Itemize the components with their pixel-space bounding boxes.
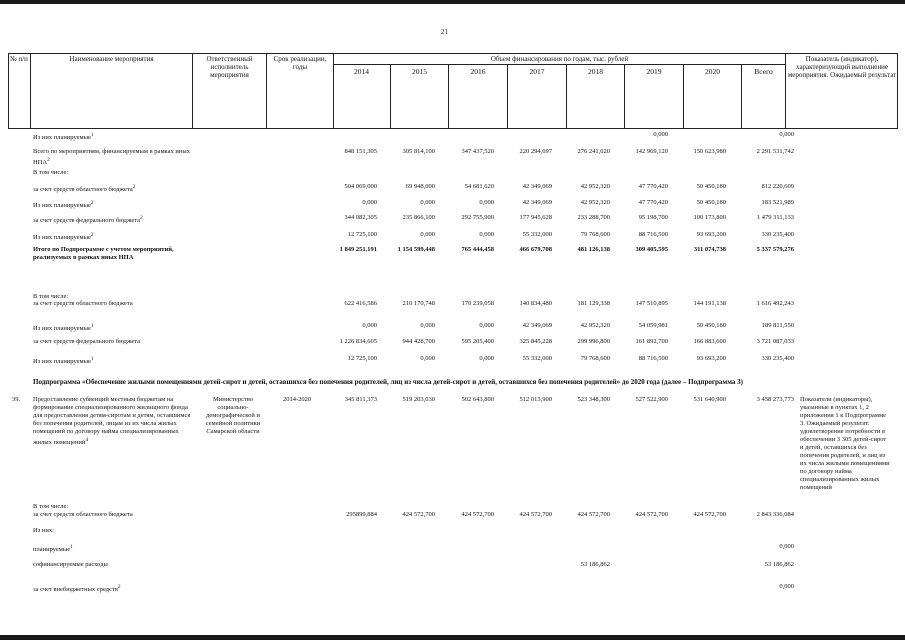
row-value: 142 969,120 bbox=[635, 148, 668, 155]
row-value: 3 721 087,033 bbox=[756, 338, 794, 345]
row-value: 177 945,628 bbox=[519, 214, 552, 221]
row-label: за счет средств областного бюджета bbox=[33, 300, 133, 307]
row-label: Из них планируемые$^1$ bbox=[33, 132, 94, 142]
row-value: 12 725,100 bbox=[347, 355, 377, 362]
row-value: 166 883,600 bbox=[693, 338, 726, 345]
row-value: 424 572,700 bbox=[519, 511, 552, 518]
row-value: 88 716,500 bbox=[638, 355, 668, 362]
row-value: 42 349,069 bbox=[522, 199, 552, 206]
header-year: 2014 bbox=[354, 67, 369, 76]
row-value: 299 996,800 bbox=[577, 338, 610, 345]
row-value: 161 892,700 bbox=[635, 338, 668, 345]
item-value: 3 458 273,773 bbox=[756, 396, 794, 403]
row-value: 69 948,000 bbox=[405, 183, 435, 190]
item-value: 502 643,800 bbox=[461, 396, 494, 403]
item-indicator: Показатели (индикаторы), указанные в пунктах 1, 2 приложения 1 к Подпрограмме 3. Ожидаемый результат: удовлетворение потребности в обеспечении 3 305 детей-сирот и детей, оставшихся без попечения родителей, и лиц из их числа жилыми помещениями по договору найма специализированных жилых помещений bbox=[800, 396, 890, 491]
row-value: 100 173,800 bbox=[693, 214, 726, 221]
row-value: 144 191,138 bbox=[693, 300, 726, 307]
row-value: 504 069,000 bbox=[344, 183, 377, 190]
header-year: 2019 bbox=[624, 64, 683, 129]
header-year: 2017 bbox=[507, 64, 566, 129]
item-name: Предоставление субвенций местным бюджетам на формирование специализированного жилищного фонда для предоставления детям-сиротам и детям, оставшимся без попечения родителей, лицам из их числа жилых помещений по договору найма специализированных жилых помещений$^4$ bbox=[33, 396, 191, 447]
row-value: 54 681,620 bbox=[464, 183, 494, 190]
item-value: 523 348,300 bbox=[577, 396, 610, 403]
row-value: 55 332,000 bbox=[522, 231, 552, 238]
row-value: 55 332,000 bbox=[522, 355, 552, 362]
header-year: Всего bbox=[741, 64, 785, 129]
row-value: 424 572,700 bbox=[635, 511, 668, 518]
row-label: Всего по мероприятиям, финансируемым в рамках иных НПА$^2$ bbox=[33, 148, 190, 167]
item-number: 39. bbox=[12, 396, 21, 403]
header-num: № п/п bbox=[10, 55, 28, 63]
row-label: Из них планируемые$^1$ bbox=[33, 323, 94, 333]
row-label: Из них планируемые$^2$ bbox=[33, 200, 94, 210]
row-value: 765 444,458 bbox=[461, 246, 494, 253]
row-value: 292 755,900 bbox=[461, 214, 494, 221]
row-label: Из них: bbox=[33, 527, 54, 534]
row-value: 147 510,895 bbox=[635, 300, 668, 307]
row-label: планируемые$^1$ bbox=[33, 544, 73, 554]
row-value: 0,000 bbox=[479, 322, 494, 329]
row-value: 42 349,069 bbox=[522, 183, 552, 190]
row-label: за счет средств федерального бюджета$^2$ bbox=[33, 215, 143, 225]
row-value: 235 866,100 bbox=[402, 214, 435, 221]
row-value: 0,000 bbox=[420, 322, 435, 329]
row-value: 210 170,748 bbox=[402, 300, 435, 307]
row-label: софинансируемые расходы bbox=[33, 561, 108, 568]
row-value: 183 521,989 bbox=[761, 199, 794, 206]
row-value: 0,000 bbox=[362, 199, 377, 206]
row-value: 50 450,180 bbox=[696, 183, 726, 190]
row-value: 0,000 bbox=[653, 131, 668, 138]
row-value: 325 845,228 bbox=[519, 338, 552, 345]
bottom-border bbox=[0, 635, 905, 640]
header-funding: Объем финансирования по годам, тыс. рублей bbox=[333, 53, 785, 129]
row-value: 54 059,981 bbox=[638, 322, 668, 329]
row-value: 50 450,180 bbox=[696, 322, 726, 329]
row-value: 424 572,700 bbox=[693, 511, 726, 518]
row-value: 424 572,700 bbox=[577, 511, 610, 518]
row-value: 79 768,600 bbox=[580, 355, 610, 362]
row-value: 944 428,700 bbox=[402, 338, 435, 345]
row-value: 53 186,862 bbox=[580, 561, 610, 568]
header-year: 2016 bbox=[448, 64, 507, 129]
header-indicator: Показатель (индикатор), характеризующий выполнение мероприятия. Ожидаемый результат bbox=[785, 53, 898, 129]
row-value: 309 405,595 bbox=[635, 246, 668, 253]
row-value: 0,000 bbox=[420, 355, 435, 362]
top-border bbox=[0, 0, 905, 4]
row-label: Итого по Подпрограмме с учетом мероприятий, реализуемых в рамках иных НПА bbox=[33, 246, 174, 261]
row-label: за счет внебюджетных средств$^2$ bbox=[33, 584, 121, 594]
row-value: 347 437,520 bbox=[461, 148, 494, 155]
row-value: 150 623,980 bbox=[693, 148, 726, 155]
row-value: 0,000 bbox=[362, 322, 377, 329]
row-value: 595 205,400 bbox=[461, 338, 494, 345]
row-value: 42 349,069 bbox=[522, 322, 552, 329]
row-value: 330 235,400 bbox=[761, 231, 794, 238]
row-value: 189 811,550 bbox=[761, 322, 794, 329]
row-value: 88 716,500 bbox=[638, 231, 668, 238]
row-value: 305 814,100 bbox=[402, 148, 435, 155]
row-value: 276 241,020 bbox=[577, 148, 610, 155]
row-value: 93 693,200 bbox=[696, 231, 726, 238]
item-period: 2014-2020 bbox=[283, 396, 312, 403]
row-value: 1 226 834,605 bbox=[339, 338, 377, 345]
row-value: 812 220,609 bbox=[761, 183, 794, 190]
row-value: 0,000 bbox=[479, 199, 494, 206]
page-number: 21 bbox=[441, 28, 448, 36]
row-value: 424 572,700 bbox=[461, 511, 494, 518]
section-title: Подпрограмма «Обеспечение жилыми помещениями детей-сирот и детей, оставшихся без попечения родителей, лиц из числа детей-сирот и детей, оставшихся без попечения родителей» до 2020 года (далее – Подпрограмма 3) bbox=[33, 378, 743, 386]
row-value: 5 337 579,276 bbox=[756, 246, 794, 253]
row-value: 42 952,320 bbox=[580, 183, 610, 190]
row-label: В том числе: bbox=[33, 503, 69, 510]
row-value: 2 843 336,084 bbox=[756, 511, 794, 518]
row-value: 0,000 bbox=[420, 231, 435, 238]
item-value: 519 203,030 bbox=[402, 396, 435, 403]
row-value: 140 834,480 bbox=[519, 300, 552, 307]
header-period: Срок реализации, годы bbox=[266, 53, 333, 129]
row-value: 95 198,700 bbox=[638, 214, 668, 221]
row-value: 47 770,420 bbox=[638, 199, 668, 206]
row-value: 170 239,058 bbox=[461, 300, 494, 307]
row-value: 50 450,180 bbox=[696, 199, 726, 206]
row-value: 295899,884 bbox=[346, 511, 377, 518]
item-value: 512 013,900 bbox=[519, 396, 552, 403]
row-label: Из них планируемые$^1$ bbox=[33, 356, 94, 366]
row-value: 0,000 bbox=[779, 131, 794, 138]
row-value: 79 768,600 bbox=[580, 231, 610, 238]
row-value: 466 679,708 bbox=[519, 246, 552, 253]
row-value: 42 952,320 bbox=[580, 199, 610, 206]
header-name: Наименование мероприятия bbox=[30, 53, 192, 129]
row-label: за счет средств областного бюджета$^2$ bbox=[33, 184, 136, 194]
row-value: 848 151,305 bbox=[344, 148, 377, 155]
item-value: 531 640,900 bbox=[693, 396, 726, 403]
row-value: 1 479 311,133 bbox=[756, 214, 794, 221]
row-value: 233 288,700 bbox=[577, 214, 610, 221]
row-label: за счет средств федерального бюджета bbox=[33, 338, 141, 345]
row-value: 481 126,138 bbox=[577, 246, 610, 253]
row-value: 0,000 bbox=[479, 231, 494, 238]
item-responsible: Министерство социально-демографической и семейной политики Самарской области bbox=[205, 396, 261, 435]
row-value: 622 416,586 bbox=[344, 300, 377, 307]
header-year: 2018 bbox=[566, 64, 624, 129]
row-value: 53 186,862 bbox=[764, 561, 794, 568]
header-responsible: Ответственный исполнитель мероприятия bbox=[192, 53, 266, 129]
row-value: 47 770,420 bbox=[638, 183, 668, 190]
row-value: 424 572,700 bbox=[402, 511, 435, 518]
header-year: 2015 bbox=[390, 64, 448, 129]
row-value: 12 725,100 bbox=[347, 231, 377, 238]
row-value: 311 074,738 bbox=[693, 246, 726, 253]
item-value: 527 522,900 bbox=[635, 396, 668, 403]
row-value: 1 849 251,191 bbox=[339, 246, 377, 253]
row-value: 42 952,320 bbox=[580, 322, 610, 329]
row-label: В том числе: bbox=[33, 169, 69, 176]
row-value: 2 291 531,742 bbox=[756, 148, 794, 155]
row-value: 0,000 bbox=[779, 583, 794, 590]
row-value: 1 616 492,243 bbox=[756, 300, 794, 307]
row-label: за счет средств областного бюджета bbox=[33, 511, 133, 518]
row-value: 93 693,200 bbox=[696, 355, 726, 362]
header-year: 2020 bbox=[683, 64, 741, 129]
row-value: 0,000 bbox=[479, 355, 494, 362]
row-value: 1 154 599,448 bbox=[397, 246, 435, 253]
row-label: Из них планируемые$^2$ bbox=[33, 232, 94, 242]
item-value: 345 811,373 bbox=[344, 396, 377, 403]
row-value: 181 129,338 bbox=[577, 300, 610, 307]
row-value: 0,000 bbox=[420, 199, 435, 206]
row-value: 330 235,400 bbox=[761, 355, 794, 362]
row-value: 344 082,305 bbox=[344, 214, 377, 221]
row-value: 0,000 bbox=[779, 543, 794, 550]
row-value: 220 294,697 bbox=[519, 148, 552, 155]
row-label: В том числе: bbox=[33, 293, 69, 300]
